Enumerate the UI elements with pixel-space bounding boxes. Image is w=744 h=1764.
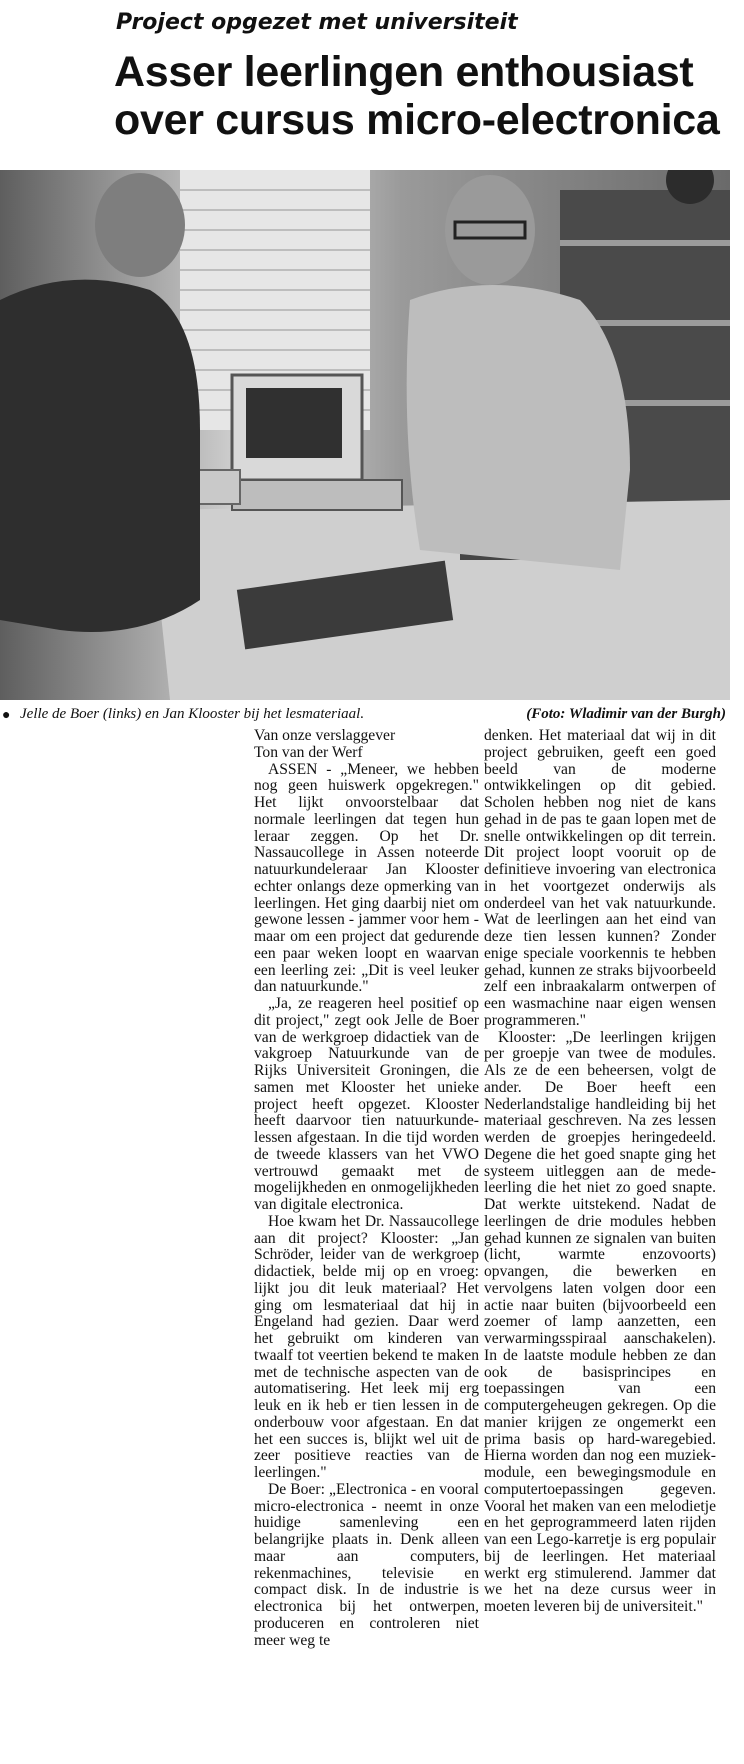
photo-caption-bar [0,706,730,728]
article-column-2 [484,728,716,1616]
paragraph: „Ja, ze reageren heel positief op dit project," zegt ook Jelle de Boer van de werkgroep didactiek van de vakgroep Natuurkunde van de Rijks Universiteit Groningen, die samen met Klooster het unieke project heeft opgezet. Klooster heeft daarvoor tien natuurkunde-lessen afgestaan. In die tijd worden de tweede klassers van het VWO vertrouwd gemaakt met de mogelijkheden en onmogelijkheden van digitale electronica. [254,995,479,1213]
paragraph: ASSEN - „Meneer, we hebben nog geen huiswerk opgekregen." Het lijkt onvoorstelbaar dat normale leerlingen dat tegen hun leraar zeggen. Op het Dr. Nassaucollege in Assen noteerde natuurkundeleraar Jan Klooster echter onlangs deze opmerking van leerlingen. Het ging daarbij niet om gewone lessen - jammer voor hem - maar om een project dat gedurende een paar weken loopt en waarvan een leerling zei: „Dit is veel leuker dan natuurkunde." [254,760,479,996]
paragraph: Klooster: „De leerlingen krijgen per groepje van twee de modules. Als ze de een beheersen, volgt de ander. De Boer heeft een Nederlandstalige handleiding bij het materiaal geschreven. Na zes lessen werden de groepjes heringedeeld. Degene die het goed snapte ging het systeem uitleggen aan de mede-leerling die het niet zo goed snapte. Dat werkte uitstekend. Nadat de leerlingen de drie modules hebben gehad kunnen ze signalen van buiten (licht, warmte enzovoorts) opvangen, die bewerken en vervolgens laten volgen door een actie naar buiten (bijvoorbeeld een zoemer of lamp aanzetten, een verwarmingsspiraal aanschakelen). In de laatste module hebben ze dan ook de basisprincipes en toepassingen van een computergeheugen gekregen. Op die manier krijgen ze ongemerkt een prima basis op hard-waregebied. Hierna worden dan nog een muziek-module, een bewegingsmodule en computertoepassingen gegeven. Vooral het maken van een melodietje en het geprogrammeerd laten rijden van een Lego-karretje is erg populair bij de leerlingen. Het materiaal werkt erg stimulerend. Jammer dat we het na deze cursus weer in moeten leveren bij de universiteit." [484,1028,716,1615]
photo-credit: (Foto: Wladimir van der Burgh) [526,706,726,722]
paragraph: denken. Het materiaal dat wij in dit project gebruiken, geeft een goed beeld van de moderne ontwikkelingen op dit gebied. Scholen hebben nog niet de kans gehad in de pas te gaan lopen met de snelle ontwikkelingen op dit terrein. Dit project loopt vooruit op de definitieve invoering van electronica in het voortgezet onderwijs als onderdeel van het vak natuurkunde. Wat de leerlingen aan het eind van deze tien lessen kunnen? Zonder enige speciale voorkennis te hebben gehad, kunnen ze straks bijvoorbeeld zelf een inbraakalarm ontwerpen of een wasmachine naar eigen wensen programmeren." [484,727,716,1029]
byline-role: Van onze verslaggever [254,727,396,744]
byline-author: Ton van der Werf [254,743,363,761]
paragraph: De Boer: „Electronica - en vooral micro-electronica - neemt in onze huidige samenleving een belangrijke plaats in. Denk alleen maar aan computers, rekenmachines, televisie en compact disk. In de industrie is electronica bij het ontwerpen, produceren en controleren niet meer weg te [254,1480,479,1649]
kicker: Project opgezet met universiteit [116,10,518,35]
photo-caption: Jelle de Boer (links) en Jan Klooster bij het lesmateriaal. [20,706,365,722]
paragraph: Hoe kwam het Dr. Nassaucollege aan dit project? Klooster: „Jan Schröder, leider van de werkgroep didactiek, belde mij op en vroeg: lijkt jou dit leuk materiaal? Het ging om lesmateriaal dat hij in Engeland had gezien. Daar werd het gebruikt om kinderen van twaalf tot veertien bekend te maken met de technische aspecten van de automatisering. Het leek mij erg leuk en ik heb er tien lessen in de onderbouw voor afgestaan. En dat het een succes is, blijkt wel uit de zeer positieve reacties van de leerlingen." [254,1212,479,1481]
headline: Asser leerlingen enthousiast over cursus micro-electronica [114,48,720,144]
news-photo [0,170,730,700]
bullet-icon: ● [2,708,11,723]
article-column-1 [254,728,479,1649]
